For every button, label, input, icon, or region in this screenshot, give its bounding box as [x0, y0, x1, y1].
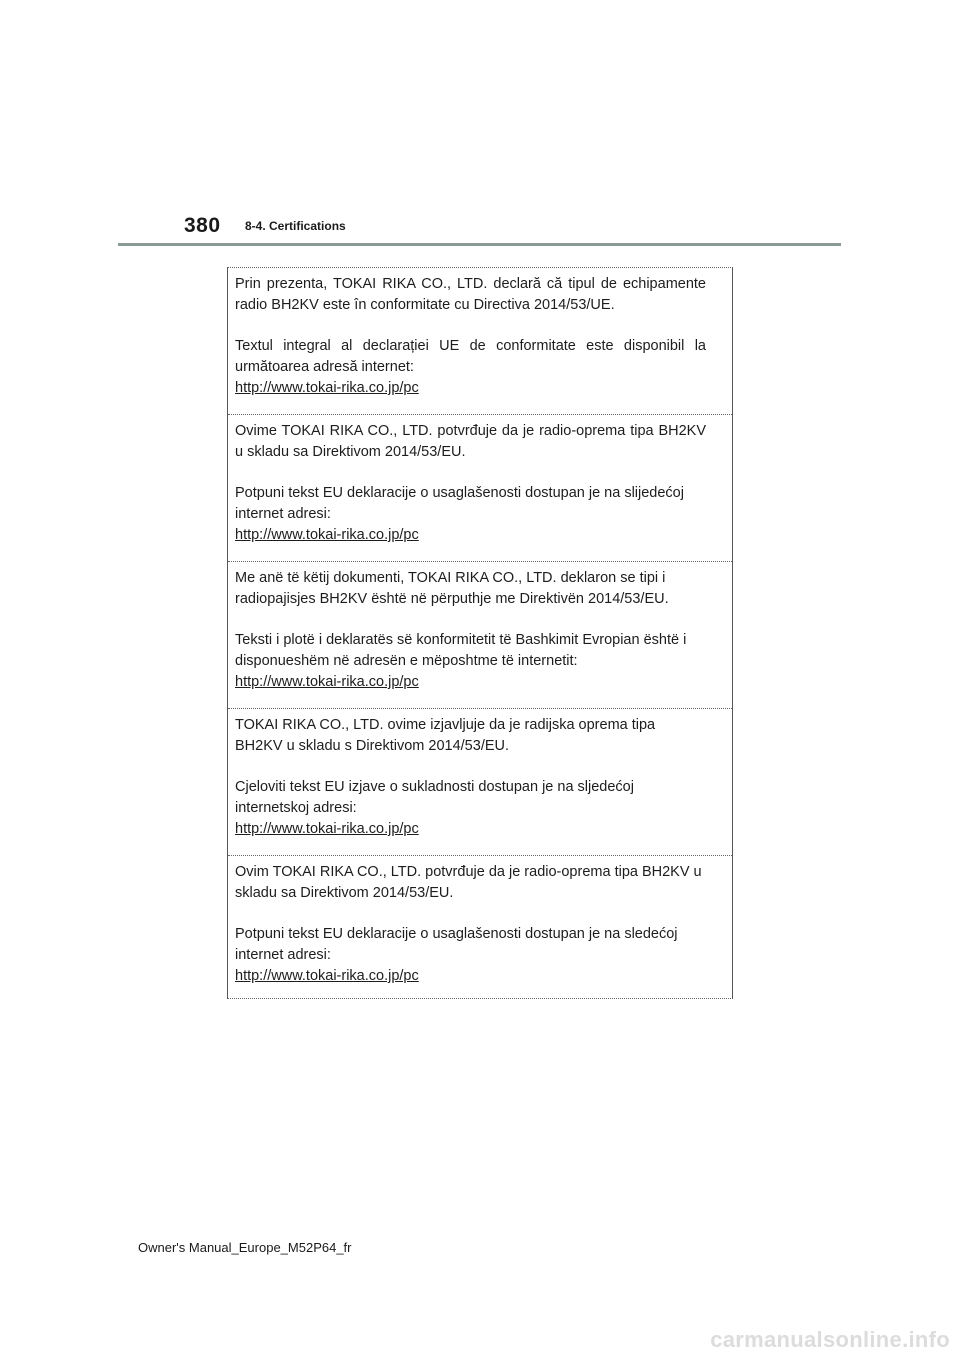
page-number: 380: [184, 214, 221, 237]
header-rule: [118, 243, 841, 246]
watermark: carmanualsonline.info: [710, 1327, 950, 1352]
cert-block-bosnian: [228, 415, 732, 562]
declaration-text: Prin prezenta, TOKAI RIKA CO., LTD. declară că tipul de echipamente radio BH2KV este în conformitate cu Directiva 2014/53/UE.: [235, 276, 706, 313]
cert-block-romanian: [228, 268, 732, 415]
declaration-link[interactable]: http://www.tokai-rika.co.jp/pc: [235, 527, 419, 543]
full-text-note: Teksti i plotë i deklaratës së konformitetit të Bashkimit Evropian është i disponueshëm në adresën e mëposhtme të internetit:: [235, 632, 687, 669]
declaration-text: Ovim TOKAI RIKA CO., LTD. potvrđuje da je radio-oprema tipa BH2KV u skladu sa Direktivom 2014/53/EU.: [235, 864, 702, 901]
cert-block-albanian: [228, 562, 732, 709]
cert-block-serbian: [228, 856, 732, 998]
declaration-link[interactable]: http://www.tokai-rika.co.jp/pc: [235, 821, 419, 837]
full-text-note: Textul integral al declarației UE de conformitate este disponibil la următoarea adresă internet:: [235, 338, 706, 375]
cert-block-croatian: [228, 709, 732, 856]
footer-manual-id: Owner's Manual_Europe_M52P64_fr: [138, 1240, 352, 1255]
declaration-text: Me anë të këtij dokumenti, TOKAI RIKA CO., LTD. deklaron se tipi i radiopajisjes BH2KV është në përputhje me Direktivën 2014/53/EU.: [235, 570, 669, 607]
full-text-note: Potpuni tekst EU deklaracije o usaglašenosti dostupan je na sledećoj internet adresi:: [235, 926, 678, 963]
certification-box: [227, 267, 733, 999]
full-text-note: Potpuni tekst EU deklaracije o usaglašenosti dostupan je na slijedećoj internet adresi:: [235, 485, 684, 522]
declaration-link[interactable]: http://www.tokai-rika.co.jp/pc: [235, 674, 419, 690]
declaration-text: Ovime TOKAI RIKA CO., LTD. potvrđuje da je radio-oprema tipa BH2KV u skladu sa Direktivom 2014/53/EU.: [235, 423, 706, 460]
section-title: 8-4. Certifications: [245, 219, 346, 233]
declaration-link[interactable]: http://www.tokai-rika.co.jp/pc: [235, 380, 419, 396]
declaration-text: TOKAI RIKA CO., LTD. ovime izjavljuje da je radijska oprema tipa BH2KV u skladu s Direktivom 2014/53/EU.: [235, 717, 656, 754]
full-text-note: Cjeloviti tekst EU izjave o sukladnosti dostupan je na sljedećoj internetskoj adresi:: [235, 779, 634, 816]
declaration-link[interactable]: http://www.tokai-rika.co.jp/pc: [235, 968, 419, 984]
